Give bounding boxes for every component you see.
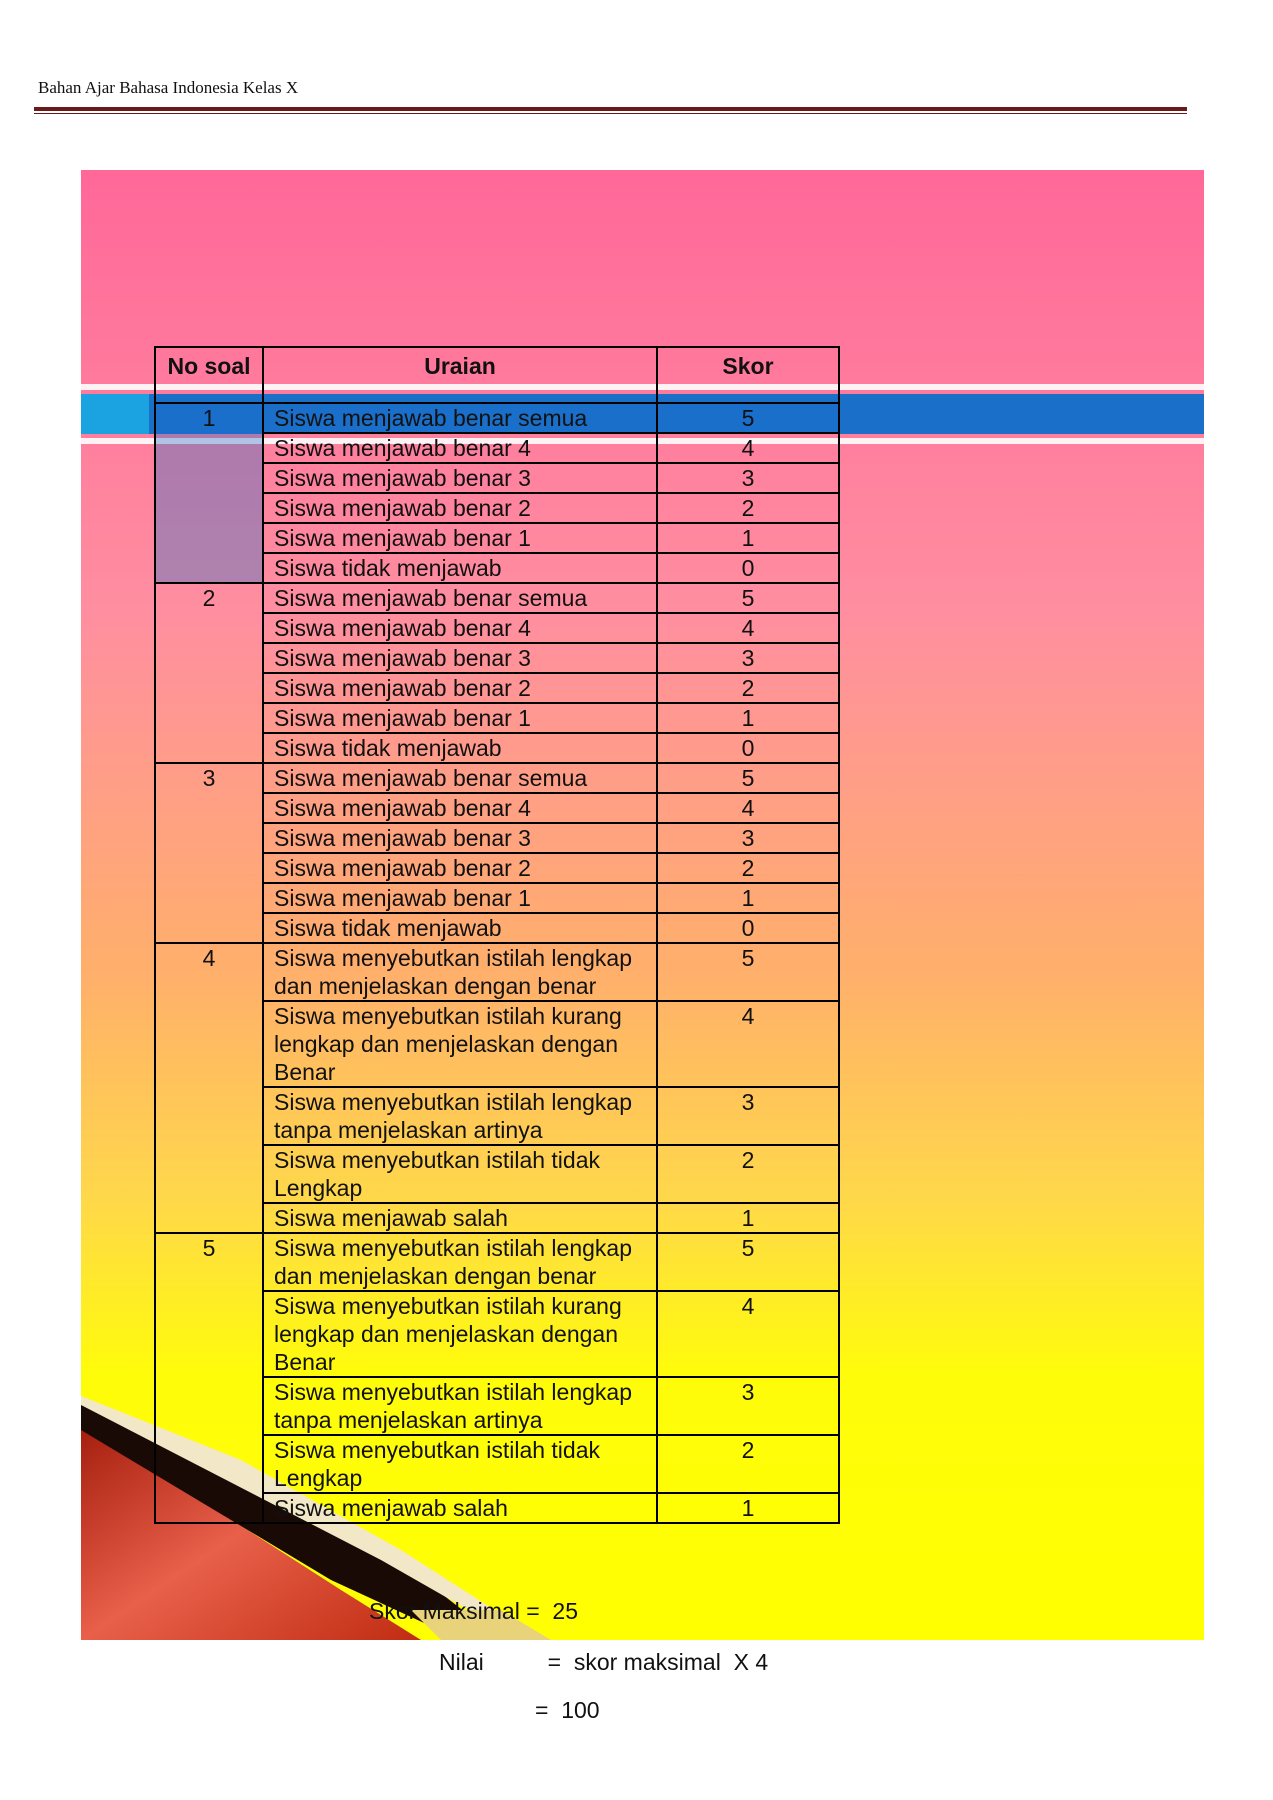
cell-skor: 1 (657, 703, 839, 733)
cell-uraian: Siswa menjawab benar 3 (263, 643, 657, 673)
column-header-skor: Skor (657, 347, 839, 403)
cell-skor: 5 (657, 403, 839, 433)
cell-uraian: Siswa menjawab benar 1 (263, 883, 657, 913)
cell-uraian: Siswa menjawab benar 4 (263, 793, 657, 823)
cell-skor: 4 (657, 613, 839, 643)
cell-uraian: Siswa menjawab benar 1 (263, 523, 657, 553)
cell-uraian: Siswa tidak menjawab (263, 733, 657, 763)
cell-skor: 2 (657, 1435, 839, 1493)
cell-uraian: Siswa menjawab salah (263, 1203, 657, 1233)
column-header-no-soal: No soal (155, 347, 263, 403)
cell-uraian: Siswa menjawab benar 1 (263, 703, 657, 733)
cell-skor: 5 (657, 583, 839, 613)
cell-uraian: Siswa menjawab benar 4 (263, 433, 657, 463)
cell-skor: 3 (657, 823, 839, 853)
cell-uraian: Siswa menjawab benar 2 (263, 853, 657, 883)
cell-skor: 3 (657, 643, 839, 673)
cell-uraian: Siswa tidak menjawab (263, 553, 657, 583)
cell-uraian: Siswa menjawab benar 4 (263, 613, 657, 643)
cell-uraian: Siswa menjawab salah (263, 1493, 657, 1523)
cell-uraian: Siswa menyebutkan istilah tidak Lengkap (263, 1435, 657, 1493)
cell-uraian: Siswa menyebutkan istilah tidak Lengkap (263, 1145, 657, 1203)
cell-uraian: Siswa menyebutkan istilah lengkap dan menjelaskan dengan benar (263, 1233, 657, 1291)
cell-uraian: Siswa menyebutkan istilah lengkap tanpa menjelaskan artinya (263, 1087, 657, 1145)
cell-uraian: Siswa menjawab benar semua (263, 403, 657, 433)
cell-uraian: Siswa menyebutkan istilah lengkap dan menjelaskan dengan benar (263, 943, 657, 1001)
cell-skor: 1 (657, 1493, 839, 1523)
cell-skor: 1 (657, 523, 839, 553)
skor-maksimal-text: Skor Maksimal = 25 (369, 1598, 578, 1624)
cell-uraian: Siswa menjawab benar 2 (263, 673, 657, 703)
cell-skor: 2 (657, 673, 839, 703)
cell-no-soal: 5 (155, 1233, 263, 1523)
cell-skor: 1 (657, 1203, 839, 1233)
header-rule-thin (34, 113, 1187, 114)
table-row (155, 583, 839, 613)
nilai-result-text: = 100 (535, 1697, 600, 1723)
cell-uraian: Siswa menyebutkan istilah lengkap tanpa menjelaskan artinya (263, 1377, 657, 1435)
cell-uraian: Siswa menyebutkan istilah kurang lengkap dan menjelaskan dengan Benar (263, 1291, 657, 1377)
cell-skor: 2 (657, 493, 839, 523)
cell-skor: 3 (657, 1377, 839, 1435)
cell-uraian: Siswa tidak menjawab (263, 913, 657, 943)
cell-uraian: Siswa menjawab benar 3 (263, 463, 657, 493)
cell-skor: 3 (657, 463, 839, 493)
cell-skor: 4 (657, 793, 839, 823)
cell-skor: 1 (657, 883, 839, 913)
cell-uraian: Siswa menyebutkan istilah kurang lengkap dan menjelaskan dengan Benar (263, 1001, 657, 1087)
cell-skor: 0 (657, 553, 839, 583)
table-row (155, 763, 839, 793)
cell-skor: 4 (657, 1001, 839, 1087)
cell-skor: 5 (657, 943, 839, 1001)
cell-uraian: Siswa menjawab benar semua (263, 583, 657, 613)
cell-skor: 3 (657, 1087, 839, 1145)
column-header-uraian: Uraian (263, 347, 657, 403)
cell-uraian: Siswa menjawab benar semua (263, 763, 657, 793)
cell-skor: 2 (657, 853, 839, 883)
header-rule (34, 107, 1187, 111)
document-header-title: Bahan Ajar Bahasa Indonesia Kelas X (38, 78, 299, 97)
cell-no-soal: 1 (155, 403, 263, 583)
scoring-rubric-table (154, 346, 840, 1524)
cell-skor: 5 (657, 1233, 839, 1291)
cell-skor: 4 (657, 433, 839, 463)
table-row (155, 1233, 839, 1291)
cell-uraian: Siswa menjawab benar 2 (263, 493, 657, 523)
table-row (155, 403, 839, 433)
table-header-row (155, 347, 839, 403)
nilai-formula-text: Nilai = skor maksimal X 4 (439, 1649, 769, 1675)
cell-skor: 0 (657, 913, 839, 943)
cell-skor: 4 (657, 1291, 839, 1377)
cell-skor: 5 (657, 763, 839, 793)
cell-skor: 2 (657, 1145, 839, 1203)
cell-uraian: Siswa menjawab benar 3 (263, 823, 657, 853)
cell-no-soal: 2 (155, 583, 263, 763)
table-row (155, 943, 839, 1001)
cell-no-soal: 3 (155, 763, 263, 943)
cell-skor: 0 (657, 733, 839, 763)
cell-no-soal: 4 (155, 943, 263, 1233)
